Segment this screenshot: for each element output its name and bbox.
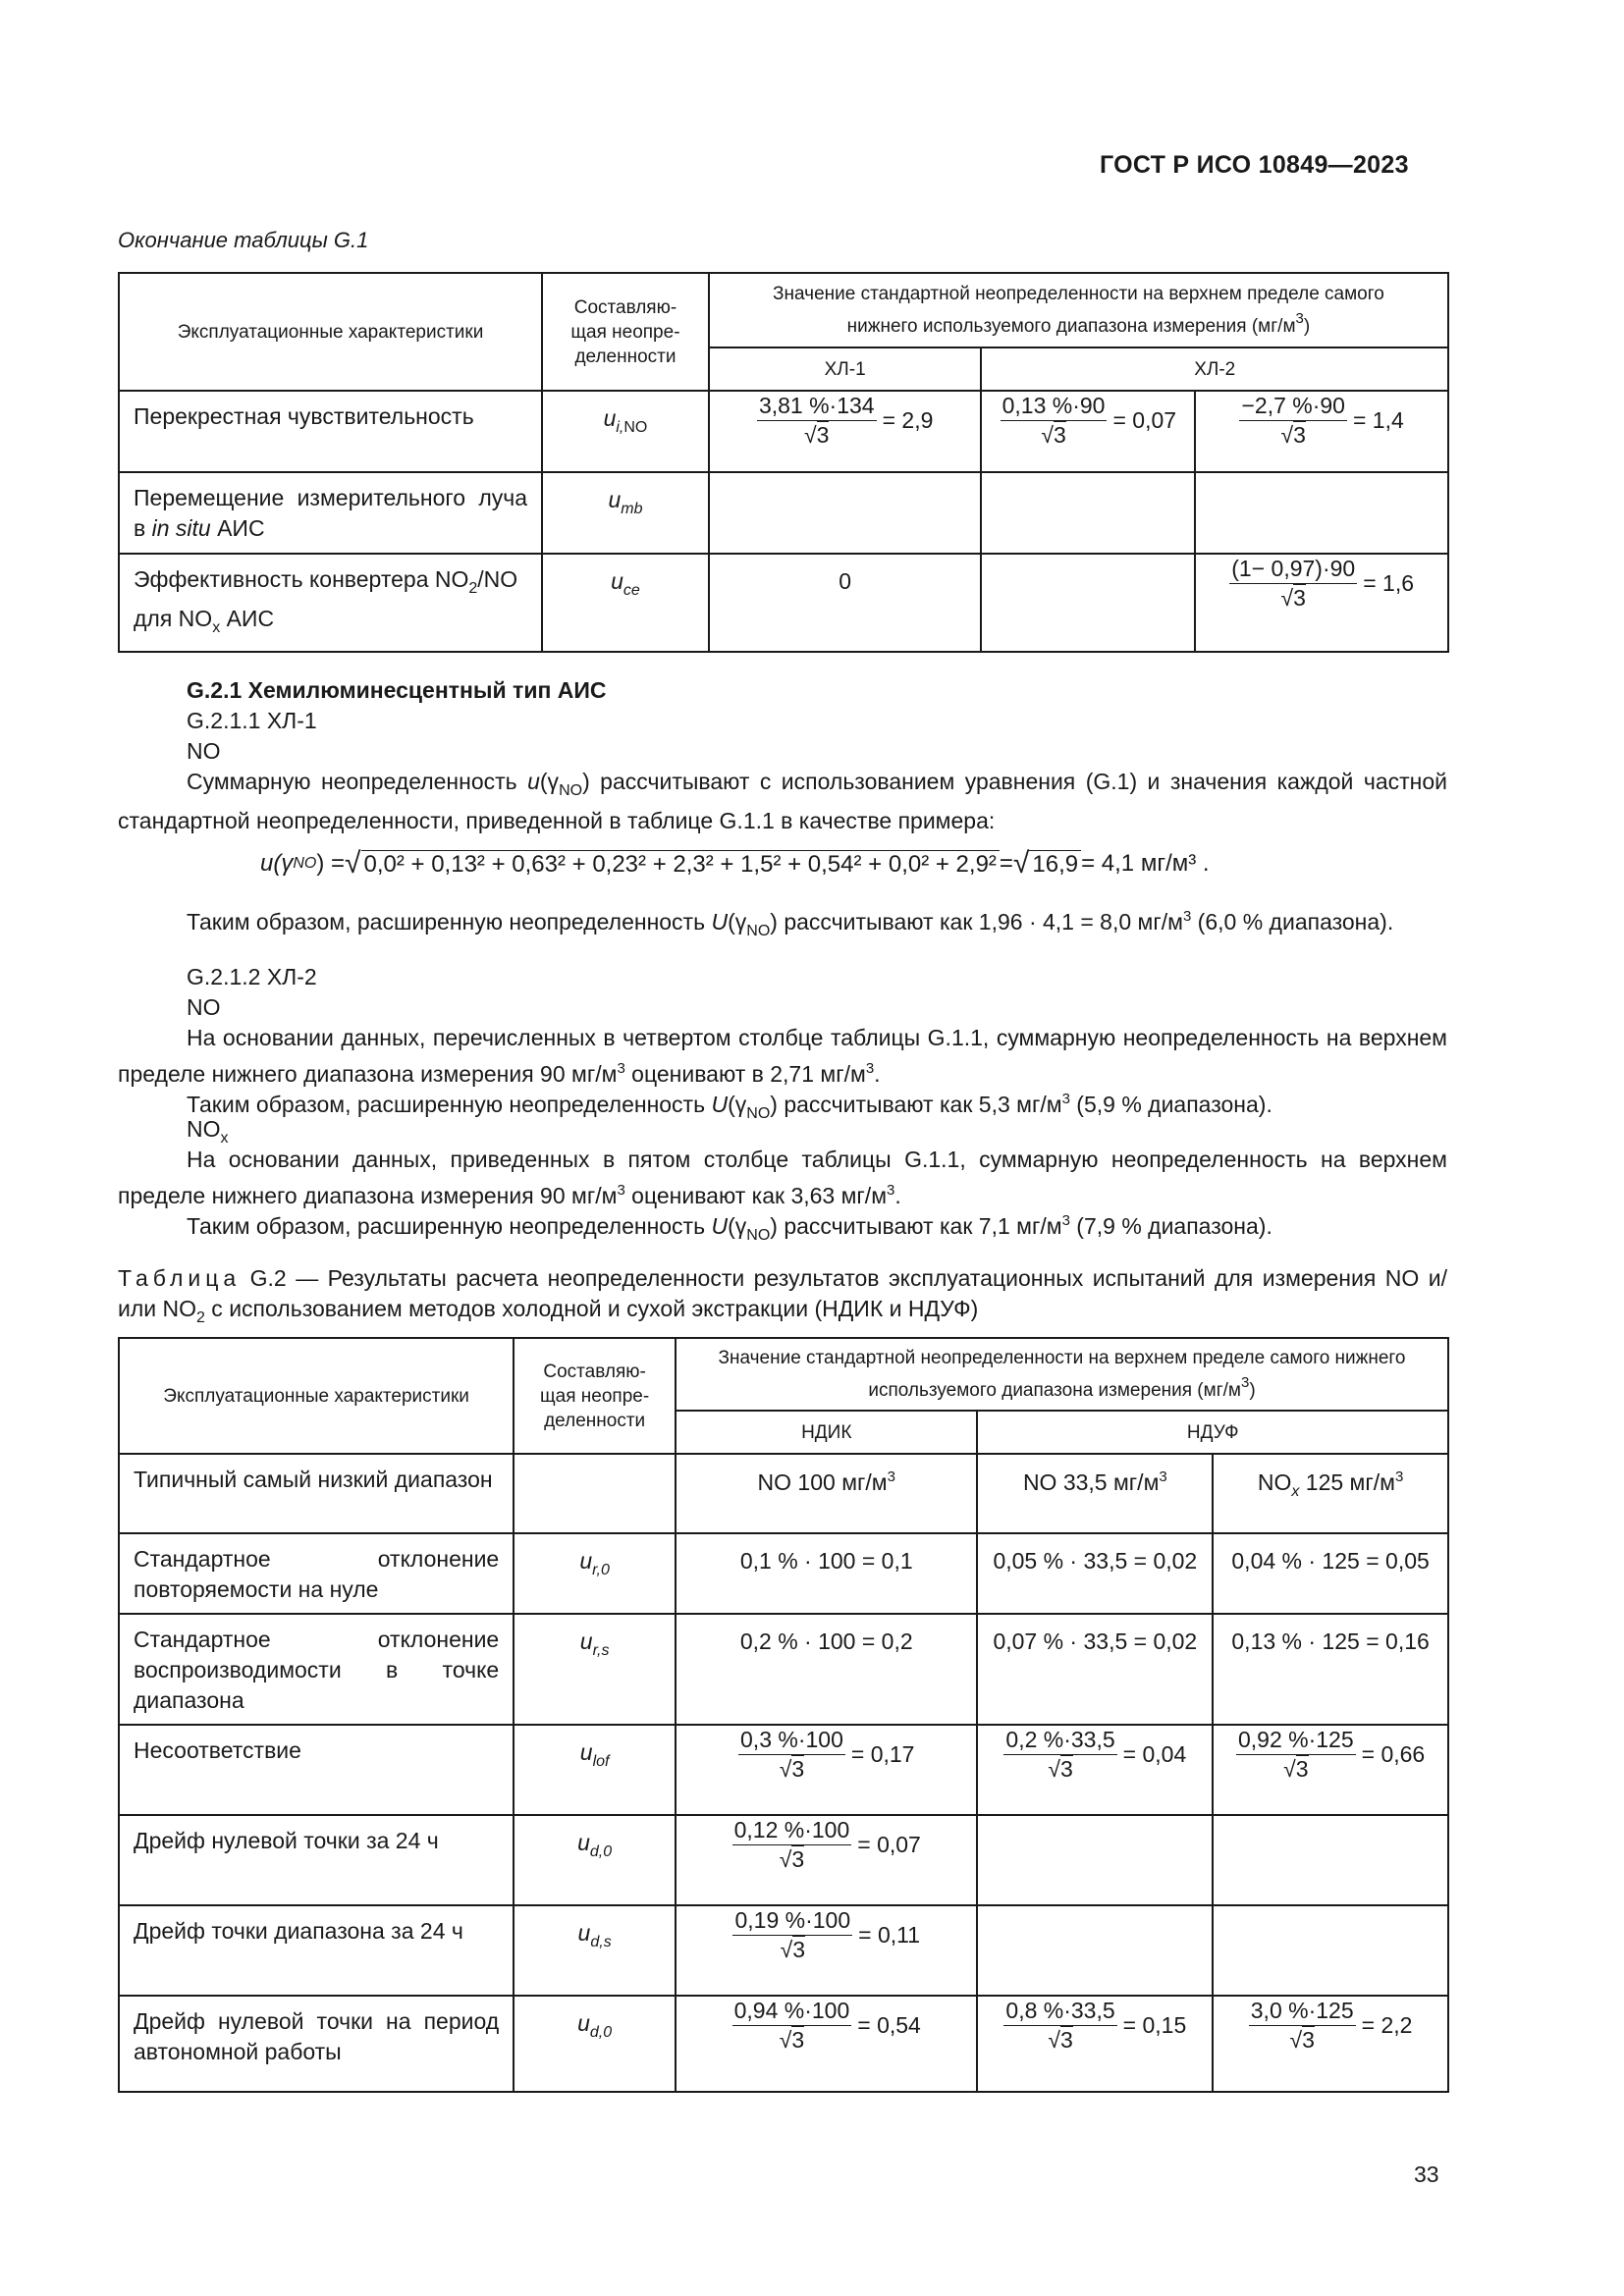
t2-row3-ndik: 0,2 % · 100 = 0,2 — [676, 1614, 977, 1725]
page-number: 33 — [1414, 2162, 1439, 2187]
t2-row7-nduf-b: $\frac{3,0 \%\cdot 125}{√3}$ = 2,2 — [1213, 1996, 1448, 2092]
t2-row2-symbol: $u_{r,0}$ — [514, 1533, 676, 1614]
paragraph-5: На основании данных, приведенных в пятом столбце таблицы G.1.1, суммарную неопределенность на верхнем пределе нижнего диапазона измерения 90 $мг/м^3$ оценивают как 3,63 $мг/м^3$. — [118, 1147, 1447, 1208]
t2-row6-name: Дрейф точки диапазона за 24 ч — [119, 1905, 514, 1996]
paragraph-2: Таким образом, расширенную неопределенность $U(\gamma_{NO})$ рассчитывают как 1,96 · 4,1 = 8,0 $мг/м^3$ (6,0 % диапазона). — [187, 908, 1394, 939]
t1-row2-name: Перемещение измерительного луча в in situ АИС — [119, 472, 542, 554]
t1-row2-hl2b — [1195, 472, 1448, 554]
t2-row3-nduf-b: 0,13 % · 125 = 0,16 — [1213, 1614, 1448, 1725]
t1-header-value-group: Значение стандартной неопределенности на верхнем пределе самого нижнего используемого диапазона измерения $(мг/м^3)$ — [709, 273, 1448, 347]
t2-row5-name: Дрейф нулевой точки за 24 ч — [119, 1815, 514, 1905]
t2-row1-symbol — [514, 1454, 676, 1533]
t1-header-hl1: ХЛ-1 — [709, 347, 982, 391]
t2-row6-nduf-b — [1213, 1905, 1448, 1996]
t2-header-characteristics: Эксплуатационные характеристики — [119, 1338, 514, 1454]
paragraph-3: На основании данных, перечисленных в четвертом столбце таблицы G.1.1, суммарную неопределенность на верхнем пределе нижнего диапазона измерения 90 $мг/м^3$ оценивают в 2,71 $мг/м^3$. — [118, 1025, 1447, 1087]
label-no-2: NO — [187, 994, 221, 1020]
table-row — [119, 1533, 1448, 1614]
table-g1 — [118, 272, 1449, 653]
t1-row1-symbol: $u_{i,NO}$ — [542, 391, 709, 472]
t2-row3-name: Стандартное отклонение воспроизводимости в точке диапазона — [119, 1614, 514, 1725]
t2-row4-name: Несоответствие — [119, 1725, 514, 1815]
table-continuation-caption: Окончание таблицы G.1 — [118, 228, 369, 252]
t1-row3-hl2a — [981, 554, 1195, 652]
t2-row4-nduf-a: $\frac{0,2 \%\cdot 33,5}{√3}$ = 0,04 — [977, 1725, 1213, 1815]
t2-row1-name: Типичный самый низкий диапазон — [119, 1454, 514, 1533]
t2-row5-nduf-b — [1213, 1815, 1448, 1905]
t1-row3-symbol: $u_{ce}$ — [542, 554, 709, 652]
t2-row4-nduf-b: $\frac{0,92 \%\cdot 125}{√3}$ = 0,66 — [1213, 1725, 1448, 1815]
table-g2 — [118, 1337, 1449, 2093]
t1-header-component: Составляю-щая неопре-деленности — [542, 273, 709, 391]
t2-row3-symbol: $u_{r,s}$ — [514, 1614, 676, 1725]
subsection-g211: G.2.1.1 ХЛ-1 — [187, 708, 317, 733]
t2-row4-ndik: $\frac{0,3 \%\cdot 100}{√3}$ = 0,17 — [676, 1725, 977, 1815]
t2-header-ndik: НДИК — [676, 1411, 977, 1454]
table-row — [119, 1996, 1448, 2092]
t2-row6-symbol: $u_{d,s}$ — [514, 1905, 676, 1996]
label-nox: $NO_x$ — [187, 1116, 229, 1147]
paragraph-1: Суммарную неопределенность $u(\gamma_{NO})$ рассчитывают с использованием уравнения (G.1) и значения каждой частной стандартной неопределенности, приведенной в таблице G.1.1 в качестве примера: — [118, 769, 1447, 833]
t1-row1-hl2b: $\frac{-2,7 \%\cdot 90}{√3}$ = 1,4 — [1195, 391, 1448, 472]
t2-row2-ndik: 0,1 % · 100 = 0,1 — [676, 1533, 977, 1614]
t2-row7-ndik: $\frac{0,94 \%\cdot 100}{√3}$ = 0,54 — [676, 1996, 977, 2092]
table-row — [119, 1815, 1448, 1905]
table-row — [119, 391, 1448, 472]
t2-header-nduf: НДУФ — [977, 1411, 1448, 1454]
subsection-g212: G.2.1.2 ХЛ-2 — [187, 964, 317, 989]
t2-row5-symbol: $u_{d,0}$ — [514, 1815, 676, 1905]
formula-combined-uncertainty: u(γ NO ) = √ 0,0² + 0,13² + 0,63² + 0,23² + 2,3² + 1,5² + 0,54² + 0,0² + 2,9² = √ 16,9 = 4,1 мг/м³ . — [260, 847, 1210, 880]
t2-row2-nduf-a: 0,05 % · 33,5 = 0,02 — [977, 1533, 1213, 1614]
t1-row1-hl1: $\frac{3,81 \%\cdot 134}{√3}$ = 2,9 — [709, 391, 982, 472]
t1-row2-hl1 — [709, 472, 982, 554]
t1-row1-hl2a: $\frac{0,13 \%\cdot 90}{√3}$ = 0,07 — [981, 391, 1195, 472]
t2-row5-nduf-a — [977, 1815, 1213, 1905]
paragraph-4: Таким образом, расширенную неопределенность $U(\gamma_{NO})$ рассчитывают как 5,3 $мг/м^3$ (5,9 % диапазона). — [187, 1091, 1272, 1122]
t2-row6-nduf-a — [977, 1905, 1213, 1996]
t1-row2-hl2a — [981, 472, 1195, 554]
t2-row1-nduf-b: $NO_x$ 125 $мг/м^3$ — [1213, 1454, 1448, 1533]
t1-row2-symbol: $u_{mb}$ — [542, 472, 709, 554]
t1-row3-hl1: 0 — [709, 554, 982, 652]
paragraph-6: Таким образом, расширенную неопределенность $U(\gamma_{NO})$ рассчитывают как 7,1 $мг/м^3$ (7,9 % диапазона). — [187, 1212, 1272, 1244]
table-row — [119, 1905, 1448, 1996]
t2-row3-nduf-a: 0,07 % · 33,5 = 0,02 — [977, 1614, 1213, 1725]
t2-row7-symbol: $u_{d,0}$ — [514, 1996, 676, 2092]
t2-row5-ndik: $\frac{0,12 \%\cdot 100}{√3}$ = 0,07 — [676, 1815, 977, 1905]
t2-header-component: Составляю-щая неопре-деленности — [514, 1338, 676, 1454]
t2-row4-symbol: $u_{lof}$ — [514, 1725, 676, 1815]
table-g2-caption: Таблица G.2 — Результаты расчета неопределенности результатов эксплуатационных испытаний для измерения NO и/или $NO_2$ с использованием методов холодной и сухой экстракции (НДИК и НДУФ) — [118, 1265, 1447, 1326]
t1-row3-name: Эффективность конвертера $NO_2/NO$ для $NO_x$ АИС — [119, 554, 542, 652]
t2-row7-nduf-a: $\frac{0,8 \%\cdot 33,5}{√3}$ = 0,15 — [977, 1996, 1213, 2092]
document-number: ГОСТ Р ИСО 10849—2023 — [1100, 151, 1409, 179]
t2-row1-nduf-a: NO 33,5 $мг/м^3$ — [977, 1454, 1213, 1533]
label-no-1: NO — [187, 738, 221, 764]
table-row — [119, 1454, 1448, 1533]
table-row — [119, 472, 1448, 554]
t1-header-hl2: ХЛ-2 — [981, 347, 1448, 391]
t2-row1-ndik: NO 100 $мг/м^3$ — [676, 1454, 977, 1533]
table-row — [119, 1725, 1448, 1815]
t2-row6-ndik: $\frac{0,19 \%\cdot 100}{√3}$ = 0,11 — [676, 1905, 977, 1996]
table-row — [119, 1614, 1448, 1725]
t1-header-characteristics: Эксплуатационные характеристики — [119, 273, 542, 391]
table-row — [119, 554, 1448, 652]
t2-row2-nduf-b: 0,04 % · 125 = 0,05 — [1213, 1533, 1448, 1614]
section-heading-g21: G.2.1 Хемилюминесцентный тип АИС — [187, 677, 607, 703]
t1-row1-name: Перекрестная чувствительность — [119, 391, 542, 472]
t1-row3-hl2b: $\frac{(1- 0,97)\cdot 90}{√3}$ = 1,6 — [1195, 554, 1448, 652]
t2-header-value-group: Значение стандартной неопределенности на верхнем пределе самого нижнего используемого диапазона измерения $(мг/м^3)$ — [676, 1338, 1448, 1411]
t2-row7-name: Дрейф нулевой точки на период автономной работы — [119, 1996, 514, 2092]
t2-row2-name: Стандартное отклонение повторяемости на нуле — [119, 1533, 514, 1614]
